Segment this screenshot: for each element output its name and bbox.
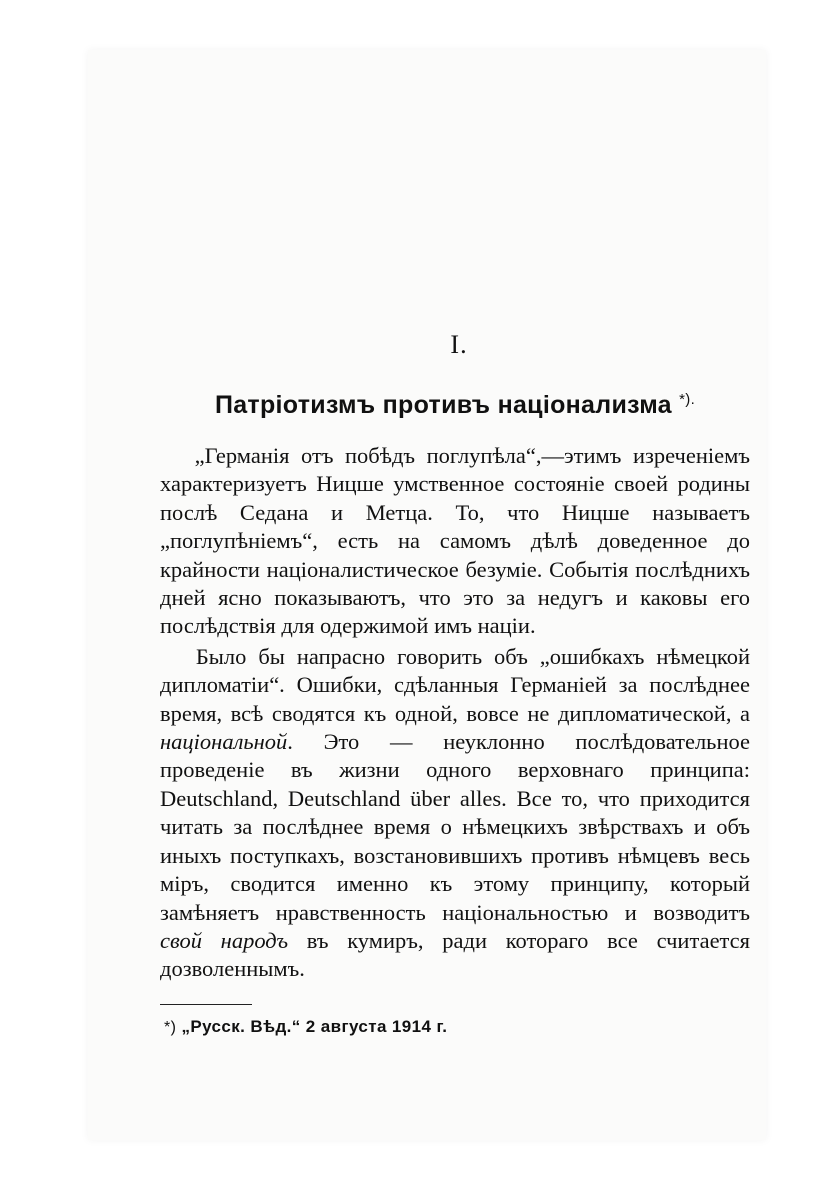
paragraph-2-text-end: въ кумиръ, ради котораго все считается дозволеннымъ. <box>160 927 750 982</box>
footnote <box>164 1017 750 1037</box>
paragraph-2-text-start: Было бы напрасно говорить объ „ошибкахъ нѣмецкой дипломатіи“. Ошибки, сдѣланныя Германіей за послѣднее время, всѣ сводятся къ одной, вовсе не дипломатической, а <box>160 643 750 726</box>
footnote-divider <box>160 1004 252 1005</box>
footnote-text: „Русск. Вѣд.“ 2 августа 1914 г. <box>181 1016 448 1036</box>
chapter-number: I. <box>450 330 468 359</box>
emphasis-own-people: свой народъ <box>160 927 289 953</box>
paragraph-2-text-middle: . Это — неуклонно послѣдовательное проведеніе въ жизни одного верховнаго принципа: Deutschland, Deutschland über alles. Все то, что приходится читать за послѣднее время о нѣмецкихъ звѣрствахъ и объ иныхъ поступкахъ, возстановившихъ противъ нѣмцевъ весь міръ, сводится именно къ этому принципу, который замѣняетъ нравственность національностью и возводитъ <box>160 729 750 925</box>
chapter-title <box>160 383 750 422</box>
paragraph-1-text: „Германія отъ побѣдъ поглупѣла“,—этимъ изреченіемъ характеризуетъ Ницше умственное состояніе своей родины послѣ Седана и Метца. То, что Ницше называетъ „поглупѣніемъ“, есть на самомъ дѣлѣ доведенное до крайности націоналистическое безуміе. Событія послѣднихъ дней ясно показываютъ, что это за недугъ и каковы его послѣдствія для одержимой имъ націи. <box>160 443 751 639</box>
paragraph-1 <box>160 442 750 641</box>
footnote-reference: *). <box>679 391 696 408</box>
footnote-mark: *) <box>164 1018 177 1036</box>
body-text <box>160 442 750 984</box>
chapter-title-text: Патріотизмъ противъ націонализма <box>214 391 672 419</box>
text-block <box>160 325 750 1037</box>
emphasis-national: національной <box>160 729 288 755</box>
paragraph-2 <box>160 643 750 984</box>
